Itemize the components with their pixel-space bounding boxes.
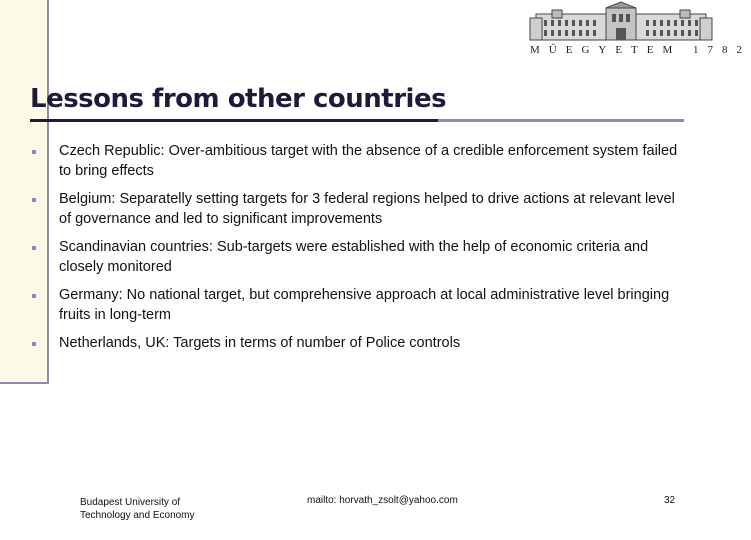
bullet-text: Czech Republic: Over-ambitious target with the absence of a credible enforcement system failed to bring effects bbox=[59, 143, 678, 179]
bullet-item bbox=[30, 142, 680, 181]
bullet-marker bbox=[32, 342, 36, 346]
bullet-text: Germany: No national target, but comprehensive approach at local administrative level bringing fruits in long-term bbox=[59, 287, 670, 323]
bullet-item bbox=[30, 190, 680, 229]
bullet-text: Netherlands, UK: Targets in terms of number of Police controls bbox=[59, 335, 461, 351]
university-logo bbox=[522, 0, 751, 64]
slide-title: Lessons from other countries bbox=[30, 84, 447, 114]
band-bottom-rule bbox=[0, 382, 47, 384]
bullet-marker bbox=[32, 246, 36, 250]
page-number: 32 bbox=[664, 495, 676, 506]
bullet-marker bbox=[32, 198, 36, 202]
bullet-marker bbox=[32, 150, 36, 154]
bullet-text: Scandinavian countries: Sub-targets were established with the help of economic criteria and closely monitored bbox=[59, 239, 649, 275]
bullet-item bbox=[30, 286, 680, 325]
bullet-item bbox=[30, 334, 680, 354]
bullet-item bbox=[30, 238, 680, 277]
bullet-text: Belgium: Separatelly setting targets for 3 federal regions helped to drive actions at relevant level of governance and led to significant improvements bbox=[59, 191, 675, 227]
building-illustration bbox=[522, 0, 720, 44]
bullet-list bbox=[30, 142, 680, 363]
logo-wordmark: MŰEGYETEM 1782 bbox=[530, 44, 751, 56]
bullet-marker bbox=[32, 294, 36, 298]
title-underline-accent bbox=[30, 119, 438, 122]
footer-email-link[interactable]: mailto: horvath_zsolt@yahoo.com bbox=[307, 495, 458, 506]
footer-institution: Budapest University of Technology and Economy bbox=[80, 497, 195, 521]
